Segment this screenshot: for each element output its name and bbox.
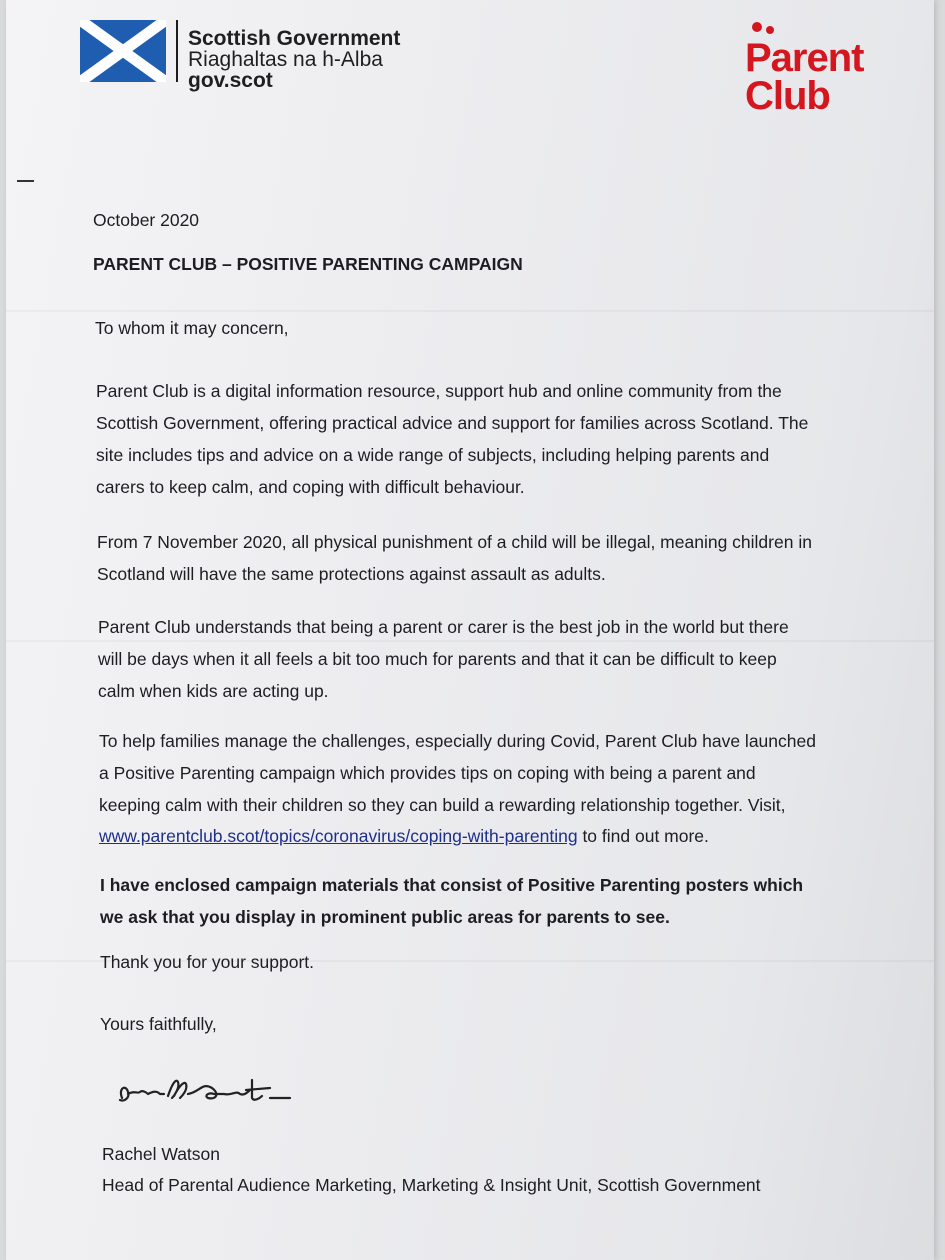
scottish-government-logo (80, 20, 400, 91)
letter-date: October 2020 (93, 210, 200, 230)
signatory-title: Head of Parental Audience Marketing, Marketing & Insight Unit, Scottish Government (102, 1175, 761, 1195)
paragraph-line: site includes tips and advice on a wide range of subjects, including helping parents and (96, 445, 770, 465)
paragraph-line: Scottish Government, offering practical advice and support for families across Scotland. The (96, 413, 809, 433)
paragraph-line: Scotland will have the same protections against assault as adults. (97, 564, 606, 584)
paragraph-line: Parent Club understands that being a parent or carer is the best job in the world but there (98, 617, 789, 637)
saltire-flag-icon (80, 20, 166, 82)
paragraph-line: To help families manage the challenges, especially during Covid, Parent Club have launched (99, 731, 816, 751)
paragraph-line: a Positive Parenting campaign which provides tips on coping with being a parent and (99, 763, 756, 783)
paragraph-line: keeping calm with their children so they can build a rewarding relationship together. Visit, (99, 795, 786, 815)
paragraph-line-with-link (99, 821, 709, 853)
paragraph-line: calm when kids are acting up. (98, 681, 329, 701)
government-name-gaelic: Riaghaltas na h-Alba (188, 48, 383, 71)
paragraph-line: From 7 November 2020, all physical punishment of a child will be illegal, meaning children in (97, 532, 812, 552)
logo-divider (176, 20, 178, 82)
letter-closing: Yours faithfully, (100, 1014, 217, 1034)
paragraph-line-tail: to find out more. (577, 826, 709, 846)
handwritten-signature (112, 1068, 302, 1110)
paragraph-line: Parent Club is a digital information resource, support hub and online community from the (96, 381, 782, 401)
government-name-english: Scottish Government (188, 27, 401, 50)
letter-thanks: Thank you for your support. (100, 952, 314, 972)
parent-club-logo (745, 20, 885, 118)
letter-heading: PARENT CLUB – POSITIVE PARENTING CAMPAIGN (93, 254, 523, 274)
fold-mark (17, 180, 34, 182)
paper-crease (6, 310, 934, 312)
government-website: gov.scot (188, 69, 273, 92)
paragraph-line-bold: I have enclosed campaign materials that consist of Positive Parenting posters which (100, 875, 804, 895)
paragraph-line: will be days when it all feels a bit too much for parents and that it can be difficult to keep (98, 649, 777, 669)
paragraph-line: carers to keep calm, and coping with difficult behaviour. (96, 477, 525, 497)
parent-club-logo-line1: Parent (745, 36, 864, 80)
parent-club-coping-link[interactable]: www.parentclub.scot/topics/coronavirus/coping-with-parenting (99, 826, 578, 846)
signatory-name: Rachel Watson (102, 1144, 221, 1164)
paragraph-line-bold: we ask that you display in prominent public areas for parents to see. (100, 907, 670, 927)
parent-club-logo-line2: Club (745, 74, 830, 118)
parent-club-dots-icon (751, 20, 781, 36)
government-name-block (188, 28, 400, 91)
letter-salutation: To whom it may concern, (95, 318, 289, 338)
